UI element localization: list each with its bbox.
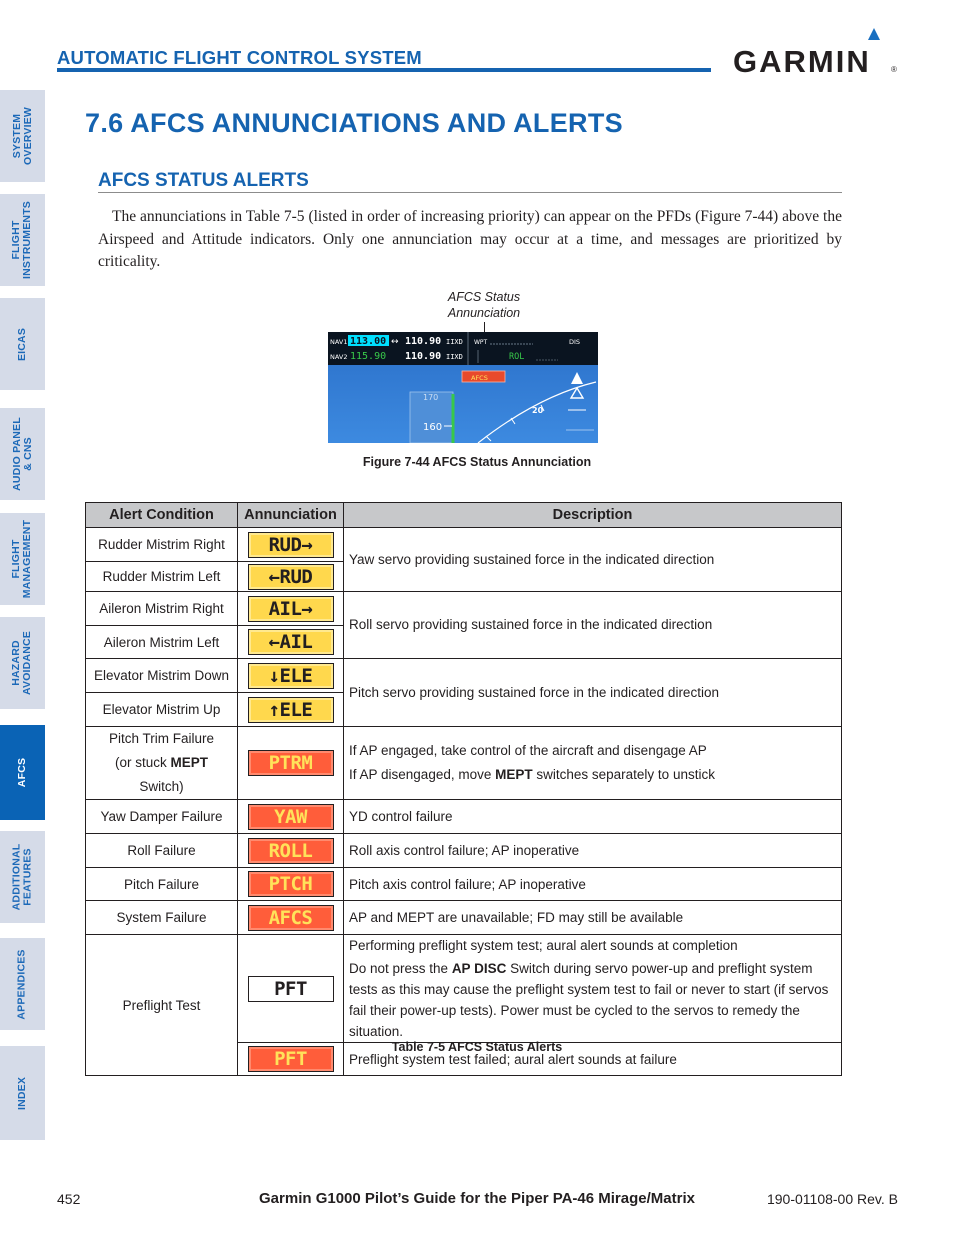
nav1-ident: IIXD xyxy=(446,338,463,346)
table-row xyxy=(86,868,842,901)
nav2-standby: 110.90 xyxy=(405,351,442,362)
svg-text:®: ® xyxy=(891,65,897,74)
alert-description: Preflight system test failed; aural alert sounds at failure xyxy=(344,1043,842,1076)
alert-condition: Rudder Mistrim Left xyxy=(86,562,238,592)
tab-label: EICAS xyxy=(16,327,28,361)
tab-eicas[interactable] xyxy=(0,298,45,390)
annunciation-badge: ↑ELE xyxy=(248,697,334,723)
nav1-standby: 110.90 xyxy=(405,336,442,347)
tab-label: AFCS xyxy=(15,757,28,788)
annunciation-badge: ↓ELE xyxy=(248,663,334,689)
footer-title: Garmin G1000 Pilot’s Guide for the Piper PA-46 Mirage/Matrix xyxy=(259,1190,695,1207)
table-row xyxy=(86,901,842,935)
ap-mode: ROL xyxy=(509,352,525,362)
alert-description: Roll axis control failure; AP inoperative xyxy=(344,834,842,868)
tab-label: HAZARD AVOIDANCE xyxy=(10,630,34,696)
pitch-mark: 20 xyxy=(532,406,544,415)
tab-additional-features[interactable] xyxy=(0,831,45,923)
alert-condition: Rudder Mistrim Right xyxy=(86,528,238,562)
nav1-arrow: ↔ xyxy=(391,337,399,347)
table-row xyxy=(86,834,842,868)
alert-condition: Yaw Damper Failure xyxy=(86,800,238,834)
tab-label: SYSTEM OVERVIEW xyxy=(10,106,34,166)
annunciation-badge: PTCH xyxy=(248,871,334,897)
tab-appendices[interactable] xyxy=(0,938,45,1030)
logo-triangle-icon xyxy=(868,28,880,40)
dis-label: DIS xyxy=(569,338,581,346)
table-header-row xyxy=(86,503,842,528)
figure-caption: Figure 7-44 AFCS Status Annunciation xyxy=(362,455,592,469)
annunciation-badge: PFT xyxy=(248,976,334,1002)
document-number: 190-01108-00 Rev. B xyxy=(766,1191,898,1207)
airspeed-top: 170 xyxy=(423,393,439,402)
header-rule xyxy=(57,68,711,72)
afcs-annunciation: AFCS xyxy=(471,374,488,382)
tab-system-overview[interactable] xyxy=(0,90,45,182)
figure-callout: AFCS Status Annunciation xyxy=(447,290,521,320)
tab-audio-panel-cns[interactable] xyxy=(0,408,45,500)
annunciation-badge: AIL→ xyxy=(248,596,334,622)
annunciation-badge: ROLL xyxy=(248,838,334,864)
pfd-figure xyxy=(328,332,598,443)
alert-condition: Aileron Mistrim Left xyxy=(86,626,238,659)
alert-condition: Aileron Mistrim Right xyxy=(86,592,238,626)
alert-description: If AP engaged, take control of the aircraft and disengage AP If AP disengaged, move MEPT switches separately to unstick xyxy=(344,727,842,800)
alert-condition: System Failure xyxy=(86,901,238,935)
annunciation-badge: ←RUD xyxy=(248,564,334,590)
alert-condition: Pitch Failure xyxy=(86,868,238,901)
tab-label: APPENDICES xyxy=(16,948,29,1020)
tab-label: FLIGHT MANAGEMENT xyxy=(10,519,34,599)
garmin-logo xyxy=(733,26,899,76)
annunciation-badge: YAW xyxy=(248,804,334,830)
subheading-rule xyxy=(98,192,842,193)
nav2-active: 115.90 xyxy=(350,351,387,362)
logo-text: GARMIN xyxy=(733,44,871,76)
table-row xyxy=(86,800,842,834)
tab-flight-management[interactable] xyxy=(0,513,45,605)
alert-description: Yaw servo providing sustained force in the indicated direction xyxy=(344,528,842,592)
nav2-ident: IIXD xyxy=(446,353,463,361)
tab-label: AUDIO PANEL & CNS xyxy=(10,417,34,491)
alert-description: Pitch servo providing sustained force in the indicated direction xyxy=(344,659,842,727)
section-title: AUTOMATIC FLIGHT CONTROL SYSTEM xyxy=(57,47,422,68)
tab-label: FLIGHT INSTRUMENTS xyxy=(10,200,34,280)
table-row xyxy=(86,727,842,800)
nav2-label: NAV2 xyxy=(330,353,348,361)
nav1-active: 113.00 xyxy=(350,336,387,347)
airspeed-value: 160 xyxy=(423,422,443,433)
alert-condition: Elevator Mistrim Down xyxy=(86,659,238,693)
page-number: 452 xyxy=(57,1191,81,1207)
section-subtitle: AFCS STATUS ALERTS xyxy=(98,170,309,191)
alert-condition: Roll Failure xyxy=(86,834,238,868)
table-row xyxy=(86,935,842,1043)
column-header-annunciation: Annunciation xyxy=(238,503,344,528)
intro-paragraph: The annunciations in Table 7-5 (listed in order of increasing priority) can appear on the PFDs (Figure 7-44) above the Airspeed and Attitude indicators. Only one annunciation may occur at a time, and messages are prioritized by criticality. xyxy=(98,208,842,270)
tab-hazard-avoidance[interactable] xyxy=(0,617,45,709)
alert-description: Pitch axis control failure; AP inoperative xyxy=(344,868,842,901)
table-row xyxy=(86,592,842,626)
alert-description: Performing preflight system test; aural alert sounds at completion Do not press the AP DISC Switch during servo power-up and preflight system tests as this may cause the preflight system test to fail or never to start (if servos fail their power-up tests). Power must be cycled to the servos to remedy the situation. xyxy=(344,935,842,1043)
alert-description: AP and MEPT are unavailable; FD may still be available xyxy=(344,901,842,935)
tab-flight-instruments[interactable] xyxy=(0,194,45,286)
alert-description: Roll servo providing sustained force in the indicated direction xyxy=(344,592,842,659)
annunciation-badge: ←AIL xyxy=(248,629,334,655)
tab-label: INDEX xyxy=(16,1076,28,1110)
column-header-condition: Alert Condition xyxy=(86,503,238,528)
alert-condition: Pitch Trim Failure (or stuck MEPT Switch) xyxy=(86,727,238,800)
alert-condition: Elevator Mistrim Up xyxy=(86,693,238,727)
wpt-label: WPT xyxy=(474,339,488,346)
tab-label: ADDITIONAL FEATURES xyxy=(10,843,34,911)
column-header-description: Description xyxy=(344,503,842,528)
annunciation-badge: PFT xyxy=(248,1046,334,1072)
annunciation-badge: AFCS xyxy=(248,905,334,931)
alert-description: YD control failure xyxy=(344,800,842,834)
tab-afcs[interactable] xyxy=(0,725,45,820)
table-row xyxy=(86,659,842,693)
table-caption: Table 7-5 AFCS Status Alerts xyxy=(391,1040,563,1054)
annunciation-badge: RUD→ xyxy=(248,532,334,558)
alert-condition: Preflight Test xyxy=(86,935,238,1076)
table-row xyxy=(86,528,842,562)
tab-index[interactable] xyxy=(0,1046,45,1140)
annunciation-badge: PTRM xyxy=(248,750,334,776)
nav1-label: NAV1 xyxy=(330,338,348,346)
page-title: 7.6 AFCS ANNUNCIATIONS AND ALERTS xyxy=(85,108,623,138)
afcs-status-alerts-table xyxy=(85,502,842,1076)
